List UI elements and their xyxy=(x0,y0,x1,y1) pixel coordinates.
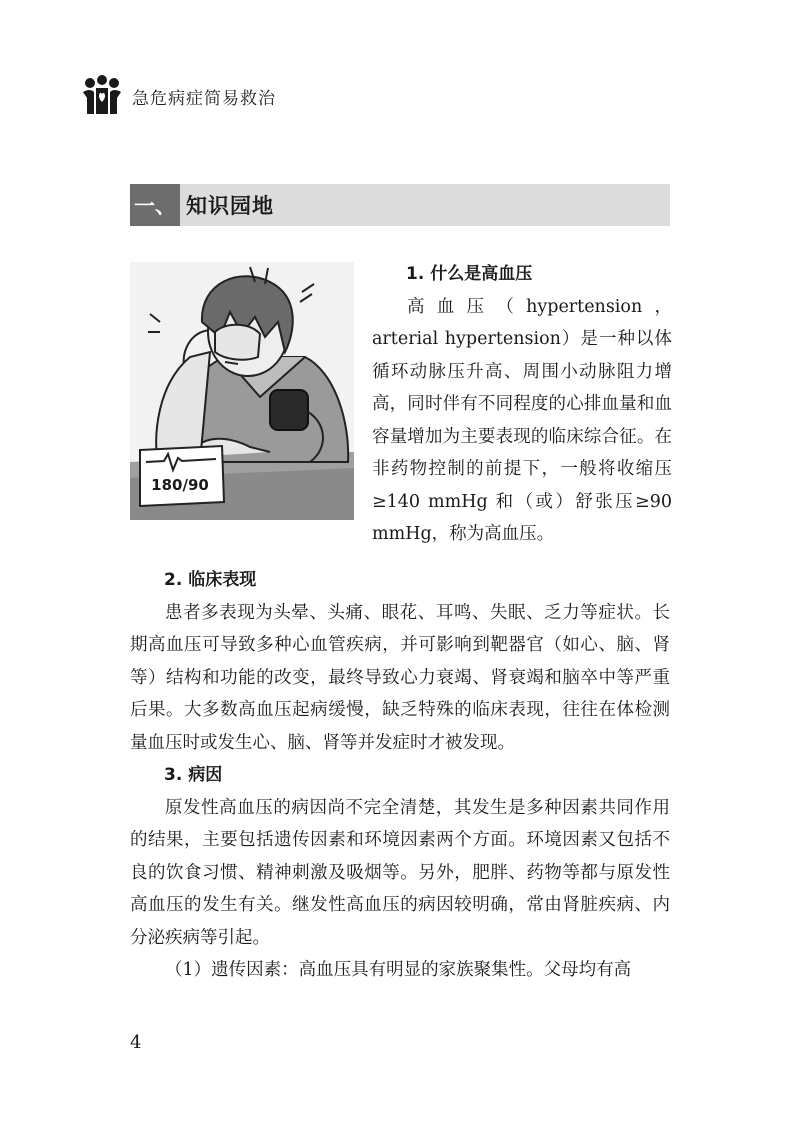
section-2-body: 患者多表现为头晕、头痛、眼花、耳鸣、失眠、乏力等症状。长期高血压可导致多种心血管疾病，并可影响到靶器官（如心、脑、肾等）结构和功能的改变，最终导致心力衰竭、肾衰竭和脑卒中等严重后果。大多数高血压起病缓慢，缺乏特殊的临床表现，往往在体检测量血压时或发生心、脑、肾等并发症时才被发现。 xyxy=(130,602,670,753)
section-number: 一、 xyxy=(130,184,180,226)
running-header xyxy=(80,72,276,120)
section-title: 知识园地 xyxy=(186,194,274,218)
monitor-reading: 180/90 xyxy=(151,476,209,494)
section-1-heading: 1. 什么是高血压 xyxy=(406,264,533,284)
section-3-subpoint: （1）遗传因素：高血压具有明显的家族聚集性。父母均有高 xyxy=(165,960,632,980)
main-column xyxy=(130,564,670,987)
section-1 xyxy=(372,258,672,551)
blood-pressure-monitor xyxy=(140,446,224,506)
header-title: 急危病症简易救治 xyxy=(132,88,276,109)
book-logo-icon xyxy=(80,74,124,118)
section-1-body: 高血压（hypertension，arterial hypertension）是一种以体循环动脉压升高、周围小动脉阻力增高，同时伴有不同程度的心排血量和血容量增加为主要表现的临床综合征。在非药物控制的前提下，一般将收缩压≥140 mmHg 和（或）舒张压≥90 mmHg，称为高血压。 xyxy=(372,296,672,544)
section-3-body: 原发性高血压的病因尚不完全清楚，其发生是多种因素共同作用的结果，主要包括遗传因素和环境因素两个方面。环境因素又包括不良的饮食习惯、精神刺激及吸烟等。另外，肥胖、药物等都与原发性高血压的发生有关。继发性高血压的病因较明确，常由肾脏疾病、内分泌疾病等引起。 xyxy=(130,797,670,948)
section-3-heading: 3. 病因 xyxy=(164,765,223,785)
section-2-heading: 2. 临床表现 xyxy=(164,570,257,590)
page-number: 4 xyxy=(130,1032,142,1053)
section-banner xyxy=(130,184,670,226)
hypertension-illustration xyxy=(130,262,354,520)
